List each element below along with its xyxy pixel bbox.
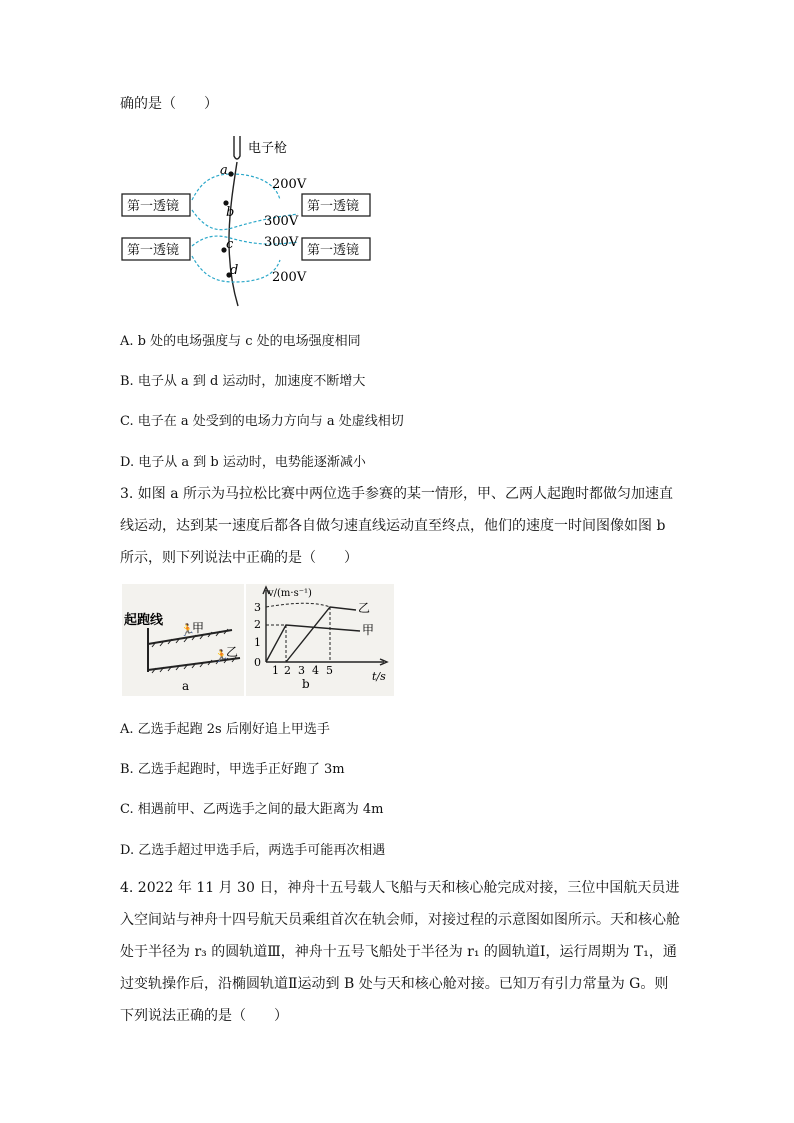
x-axis-label: t/s: [372, 670, 386, 683]
electron-trajectory: [229, 162, 238, 306]
voltage-label: 200V: [272, 177, 307, 192]
lens-box-upper-left: [122, 194, 190, 216]
q2-option-a: A. b 处的电场强度与 c 处的电场强度相同: [120, 334, 361, 349]
point-a: [228, 171, 233, 176]
voltage-label: 200V: [272, 270, 307, 285]
electron-gun-icon: [234, 136, 240, 159]
runner-jia-label: 甲: [192, 621, 205, 635]
x-tick: 4: [312, 664, 319, 677]
voltage-label: 300V: [264, 235, 299, 250]
y-tick: 0: [254, 656, 261, 669]
q2-option-b: B. 电子从 a 到 d 运动时，加速度不断增大: [120, 374, 366, 389]
x-tick: 2: [284, 664, 291, 677]
q3-figure-b: [246, 584, 394, 696]
q3-option-d: D. 乙选手超过甲选手后，两选手可能再次相遇: [120, 843, 386, 858]
y-axis-label: v/(m·s⁻¹): [268, 588, 312, 599]
start-line-label: 起跑线: [124, 613, 164, 628]
lens-box-upper-right: [302, 194, 370, 216]
x-tick: 1: [272, 664, 279, 677]
q3-option-a: A. 乙选手起跑 2s 后刚好追上甲选手: [120, 722, 330, 737]
svg-text:第一透镜: 第一透镜: [127, 243, 180, 258]
runner-yi-icon: 🏃: [214, 649, 229, 663]
series-label-yi: 乙: [358, 601, 371, 615]
x-tick: 3: [298, 664, 305, 677]
figure-b-caption: b: [302, 677, 310, 691]
q2-option-c: C. 电子在 a 处受到的电场力方向与 a 处虚线相切: [120, 414, 404, 429]
q2-figure: [118, 132, 388, 314]
gun-label: 电子枪: [248, 141, 288, 156]
q3-option-c: C. 相遇前甲、乙两选手之间的最大距离为 4m: [120, 802, 384, 817]
point-label-d: d: [230, 263, 239, 278]
q2-option-d: D. 电子从 a 到 b 运动时，电势能逐渐减小: [120, 455, 366, 470]
y-tick: 1: [254, 636, 261, 649]
q3-figure-a: [122, 584, 244, 696]
lens-box-lower-left: [122, 238, 190, 260]
svg-text:第一透镜: 第一透镜: [127, 199, 180, 214]
q4-stem: 4. 2022 年 11 月 30 日，神舟十五号载人飞船与天和核心舱完成对接，三位中国航天员进入空间站与神舟十四号航天员乘组首次在轨会师，对接过程的示意图如图所示。天和核心舱处于半径为 r₃ 的圆轨道Ⅲ，神舟十五号飞船处于半径为 r₁ 的圆轨道Ⅰ，运行周期为 T₁，通过变轨操作后，沿椭圆轨道Ⅱ运动到 B 处与天和核心舱对接。已知万有引力常量为 G。则下列说法正确的是（ ）: [120, 880, 680, 1024]
x-tick: 5: [326, 664, 333, 677]
y-tick: 2: [254, 618, 261, 631]
q3-option-b: B. 乙选手起跑时，甲选手正好跑了 3m: [120, 762, 345, 777]
figure-a-caption: a: [182, 679, 190, 693]
runner-yi-label: 乙: [226, 645, 239, 659]
runner-jia-icon: 🏃: [180, 623, 195, 637]
point-label-c: c: [226, 237, 234, 252]
svg-text:第一透镜: 第一透镜: [307, 243, 360, 258]
voltage-label: 300V: [264, 214, 299, 229]
equipotential-line: [192, 174, 280, 200]
point-label-b: b: [226, 205, 235, 220]
point-label-a: a: [220, 163, 228, 178]
q3-stem: 3. 如图 a 所示为马拉松比赛中两位选手参赛的某一情形，甲、乙两人起跑时都做匀加速直线运动，达到某一速度后都各自做匀速直线运动直至终点，他们的速度一时间图像如图 b 所示，则下列说法中正确的是（ ）: [120, 486, 674, 566]
y-tick: 3: [254, 601, 261, 614]
q2-stem-tail: 确的是（ ）: [120, 96, 218, 112]
series-label-jia: 甲: [362, 623, 375, 637]
svg-text:第一透镜: 第一透镜: [307, 199, 360, 214]
lens-box-lower-right: [302, 238, 370, 260]
